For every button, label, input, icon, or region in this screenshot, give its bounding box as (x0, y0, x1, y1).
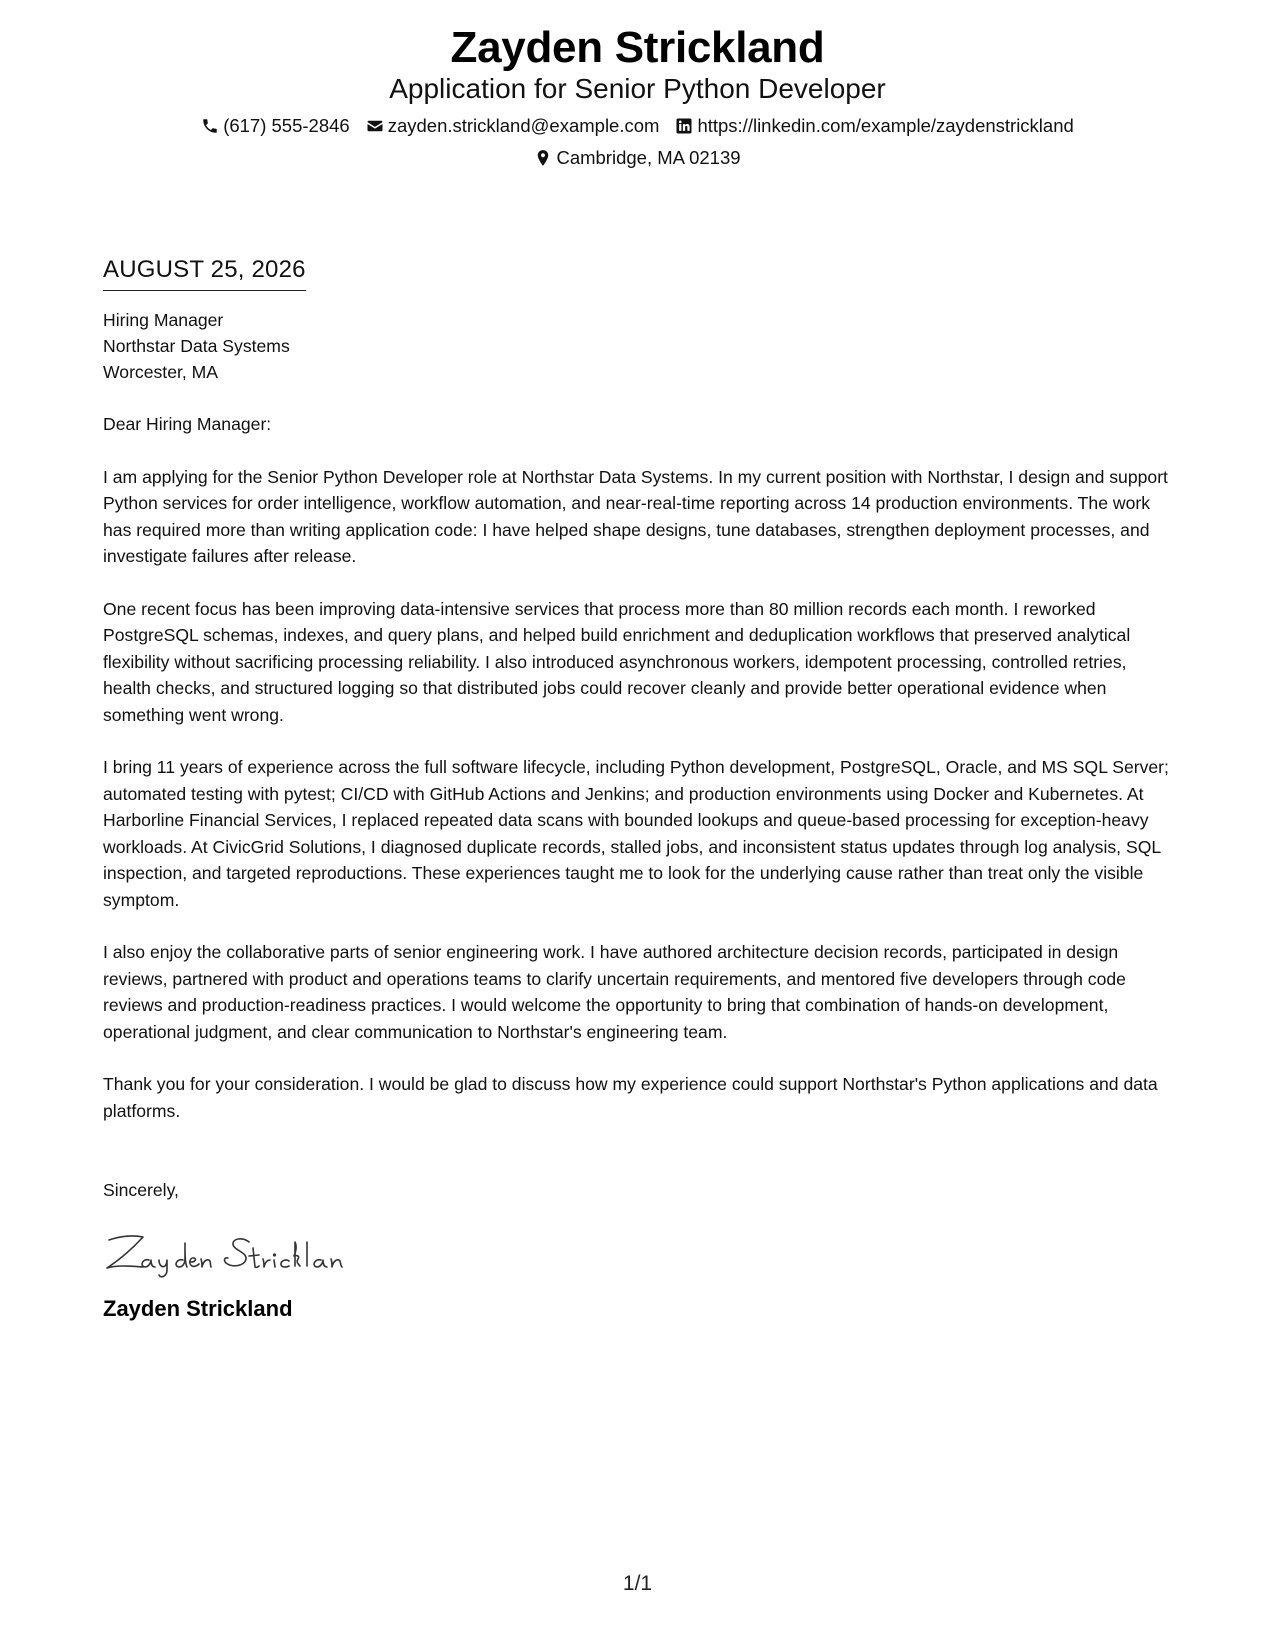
closing-line: Sincerely, (103, 1180, 179, 1200)
recipient-company: Northstar Data Systems (103, 336, 290, 356)
letter-date: AUGUST 25, 2026 (103, 255, 306, 291)
linkedin-text: https://linkedin.com/example/zaydenstrickland (697, 115, 1074, 136)
map-marker-icon (534, 149, 552, 167)
applicant-name: Zayden Strickland (450, 23, 825, 72)
phone-icon (201, 117, 219, 135)
contact-row (0, 114, 1275, 138)
signer-name: Zayden Strickland (103, 1295, 293, 1321)
contact-email[interactable] (366, 114, 660, 138)
salutation: Dear Hiring Manager: (103, 414, 272, 434)
recipient-title: Hiring Manager (103, 310, 224, 330)
contact-location (534, 146, 740, 170)
application-title: Application for Senior Python Developer (389, 73, 886, 104)
body-paragraph-5: Thank you for your consideration. I would be glad to discuss how my experience could support Northstar's Python applications and data platforms. (103, 1074, 1158, 1121)
contact-linkedin[interactable] (675, 114, 1073, 138)
body-paragraph-4: I also enjoy the collaborative parts of senior engineering work. I have authored architecture decision records, participated in design reviews, partnered with product and operations teams to clarify uncertain requirements, and mentored five developers through code reviews and production-readiness practices. I would welcome the opportunity to bring that combination of hands-on development, operational judgment, and clear communication to Northstar's engineering team. (103, 942, 1126, 1042)
recipient-location: Worcester, MA (103, 362, 219, 382)
email-text: zayden.strickland@example.com (387, 115, 660, 136)
handwritten-signature (103, 1224, 1178, 1282)
body-paragraph-3: I bring 11 years of experience across the full software lifecycle, including Python development, PostgreSQL, Oracle, and MS SQL Server; automated testing with pytest; CI/CD with GitHub Actions and Jenkins; and production environments using Docker and Kubernetes. At Harborline Financial Services, I replaced repeated data scans with bounded lookups and queue-based processing for exception-heavy workloads. At CivicGrid Solutions, I diagnosed duplicate records, stalled jobs, and inconsistent status updates through log analysis, SQL inspection, and targeted reproductions. These experiences taught me to look for the underlying cause rather than treat only the visible symptom. (103, 757, 1169, 910)
phone-text: (617) 555-2846 (223, 115, 350, 136)
signature-drawing (103, 1224, 373, 1282)
recipient-block (103, 307, 1178, 385)
envelope-icon (366, 117, 384, 135)
linkedin-icon (675, 117, 693, 135)
body-paragraph-2: One recent focus has been improving data-intensive services that process more than 80 million records each month. I reworked PostgreSQL schemas, indexes, and query plans, and helped build enrichment and deduplication workflows that preserved analytical flexibility without sacrificing processing reliability. I also introduced asynchronous workers, idempotent processing, controlled retries, health checks, and structured logging so that distributed jobs could recover cleanly and provide better operational evidence when something went wrong. (103, 598, 1131, 725)
page-number: 1/1 (622, 1572, 653, 1595)
contact-phone[interactable] (201, 114, 350, 138)
letter-body (103, 255, 1178, 1323)
location-text: Cambridge, MA 02139 (556, 147, 741, 168)
location-row (0, 146, 1275, 170)
letter-header (0, 20, 1275, 170)
body-paragraph-1: I am applying for the Senior Python Developer role at Northstar Data Systems. In my current position with Northstar, I design and support Python services for order intelligence, workflow automation, and near-real-time reporting across 14 production environments. The work has required more than writing application code: I have helped shape designs, tune databases, strengthen deployment processes, and investigate failures after release. (103, 466, 1168, 566)
